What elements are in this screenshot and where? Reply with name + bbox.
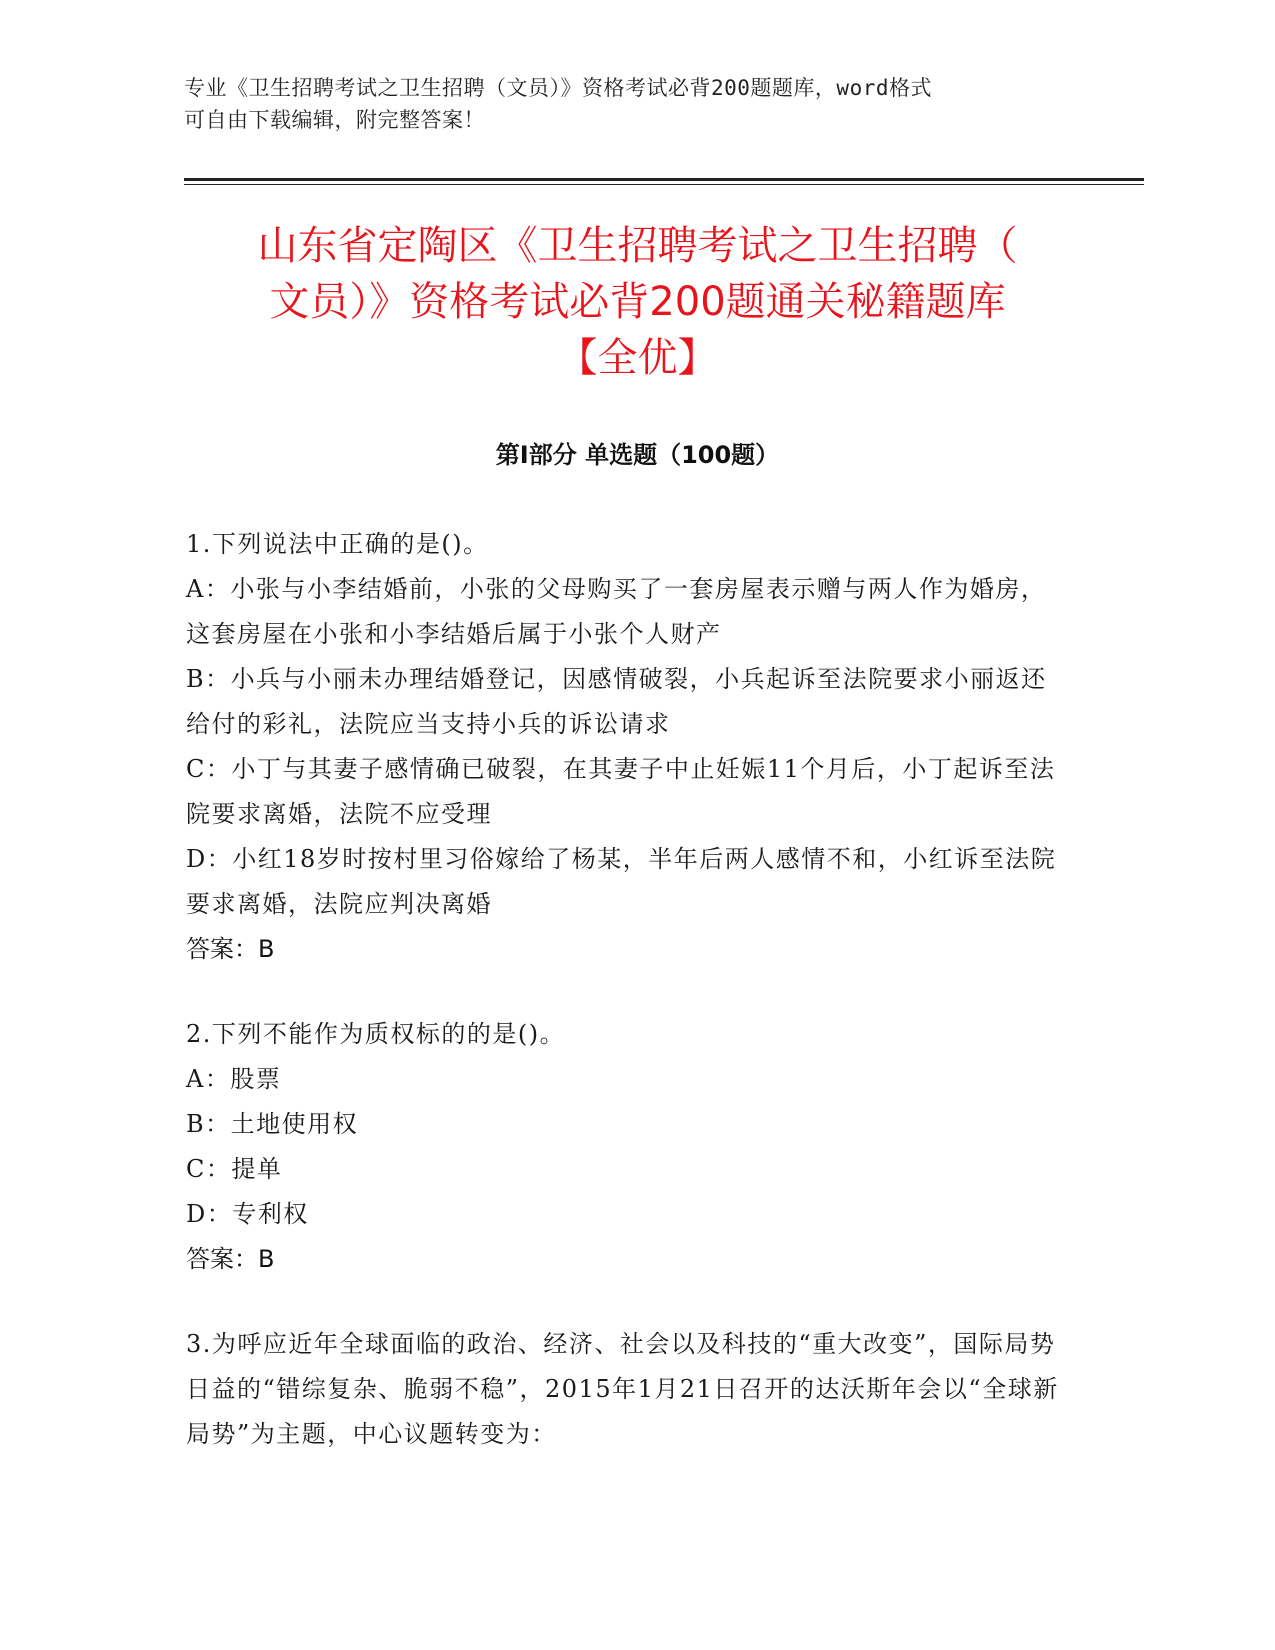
- header-note-line-1: 专业《卫生招聘考试之卫生招聘（文员）》资格考试必背200题题库，word格式: [184, 76, 932, 100]
- question-stem: 3.为呼应近年全球面临的政治、经济、社会以及科技的“重大改变”，国际局势日益的“错综复杂、脆弱不稳”，2015年1月21日召开的达沃斯年会以“全球新局势”为主题，中心议题转变为：: [186, 1330, 1059, 1448]
- question-2: [186, 1012, 1066, 1282]
- document-title-line-3: 【全优】: [557, 335, 718, 381]
- option-a: A：小张与小李结婚前，小张的父母购买了一套房屋表示赠与两人作为婚房，这套房屋在小张和小李结婚后属于小张个人财产: [186, 575, 1047, 648]
- answer-line: 答案：B: [186, 935, 275, 963]
- header-divider-thick: [184, 178, 1144, 181]
- header-divider-thin: [184, 184, 1144, 185]
- question-3: [186, 1322, 1066, 1457]
- answer-line: 答案：B: [186, 1245, 275, 1273]
- option-b: B：小兵与小丽未办理结婚登记，因感情破裂，小兵起诉至法院要求小丽返还给付的彩礼，法院应当支持小兵的诉讼请求: [186, 665, 1047, 738]
- option-d: D：小红18岁时按村里习俗嫁给了杨某，半年后两人感情不和，小红诉至法院要求离婚，法院应判决离婚: [186, 845, 1057, 918]
- question-stem: 2.下列不能作为质权标的的是()。: [186, 1020, 566, 1048]
- header-note: [184, 72, 1064, 136]
- option-d: D：专利权: [186, 1200, 309, 1228]
- section-title: 第Ⅰ部分 单选题（100题）: [495, 441, 780, 469]
- document-title-line-1: 山东省定陶区《卫生招聘考试之卫生招聘（: [257, 223, 1018, 269]
- option-a: A：股票: [186, 1065, 282, 1093]
- question-stem: 1.下列说法中正确的是()。: [186, 530, 489, 558]
- option-b: B：土地使用权: [186, 1110, 359, 1138]
- document-title-line-2: 文员）》资格考试必背200题通关秘籍题库: [269, 279, 1006, 325]
- header-note-line-2: 可自由下载编辑，附完整答案！: [184, 108, 485, 132]
- question-1: [186, 522, 1066, 972]
- option-c: C：小丁与其妻子感情确已破裂，在其妻子中止妊娠11个月后，小丁起诉至法院要求离婚，法院不应受理: [186, 755, 1056, 828]
- option-c: C：提单: [186, 1155, 283, 1183]
- question-list: [186, 522, 1066, 1497]
- document-title: [180, 218, 1095, 386]
